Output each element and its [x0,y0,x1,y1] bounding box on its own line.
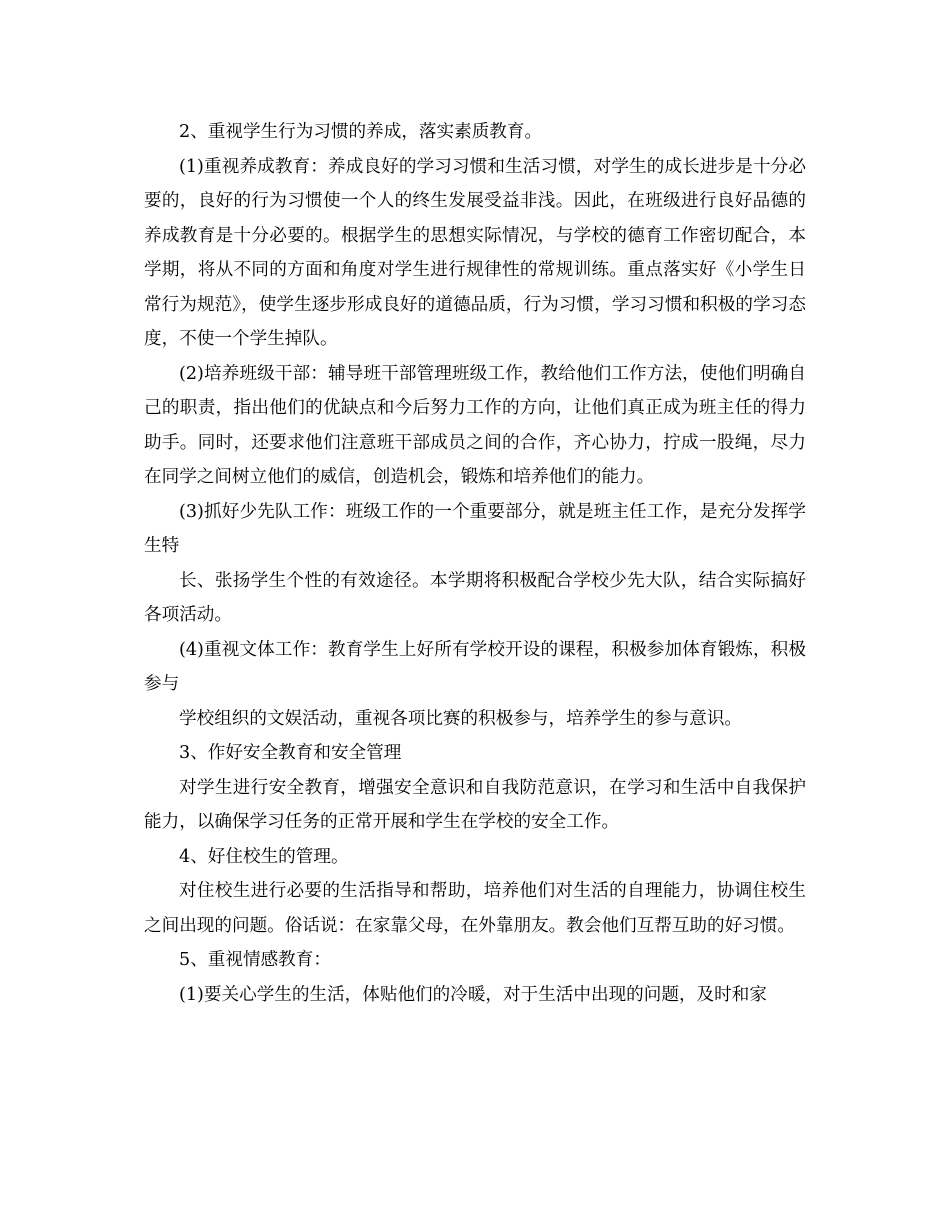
paragraph-sports-part2: 学校组织的文娱活动，重视各项比赛的积极参与，培养学生的参与意识。 [179,708,743,729]
paragraph-care-for-students: (1)要关心学生的生活，体贴他们的冷暖，对于生活中出现的问题，及时和家 [179,984,767,1005]
paragraph-section-2-heading: 2、重视学生行为习惯的养成，落实素质教育。 [179,122,543,142]
paragraph-habit-education: (1)重视养成教育：养成良好的学习习惯和生活习惯，对学生的成长进步是十分必要的，良好的行为习惯使一个人的终生发展受益非浅。因此，在班级进行良好品德的养成教育是十分必要的。根据学生的思想实际情况，与学校的德育工作密切配合，本学期，将从不同的方面和角度对学生进行规律性的常规训练。重点落实好《小学生日常行为规范》，使学生逐步形成良好的道德品质，行为习惯，学习习惯和积极的学习态度，不使一个学生掉队。 [144,156,806,349]
paragraph-young-pioneers-part2: 长、张扬学生个性的有效途径。本学期将积极配合学校少先大队，结合实际搞好各项活动。 [144,570,806,625]
paragraph-boarding-students: 对住校生进行必要的生活指导和帮助，培养他们对生活的自理能力，协调住校生之间出现的问题。俗话说：在家靠父母，在外靠朋友。教会他们互帮互助的好习惯。 [144,881,806,936]
paragraph-young-pioneers-part1: (3)抓好少先队工作：班级工作的一个重要部分，就是班主任工作，是充分发挥学生特 [144,501,806,556]
document-body [144,115,806,1012]
paragraph-sports-part1: (4)重视文体工作：教育学生上好所有学校开设的课程，积极参加体育锻炼，积极参与 [144,639,806,694]
paragraph-section-4-heading: 4、好住校生的管理。 [179,846,349,867]
paragraph-section-3-heading: 3、作好安全教育和安全管理 [179,743,402,763]
paragraph-safety-education: 对学生进行安全教育，增强安全意识和自我防范意识，在学习和生活中自我保护能力，以确保学习任务的正常开展和学生在学校的安全工作。 [144,777,806,832]
paragraph-section-5-heading: 5、重视情感教育： [179,950,331,970]
paragraph-class-cadres: (2)培养班级干部：辅导班干部管理班级工作，教给他们工作方法，使他们明确自己的职责，指出他们的优缺点和今后努力工作的方向，让他们真正成为班主任的得力助手。同时，还要求他们注意班干部成员之间的合作，齐心协力，拧成一股绳，尽力在同学之间树立他们的威信，创造机会，锻炼和培养他们的能力。 [144,363,806,487]
